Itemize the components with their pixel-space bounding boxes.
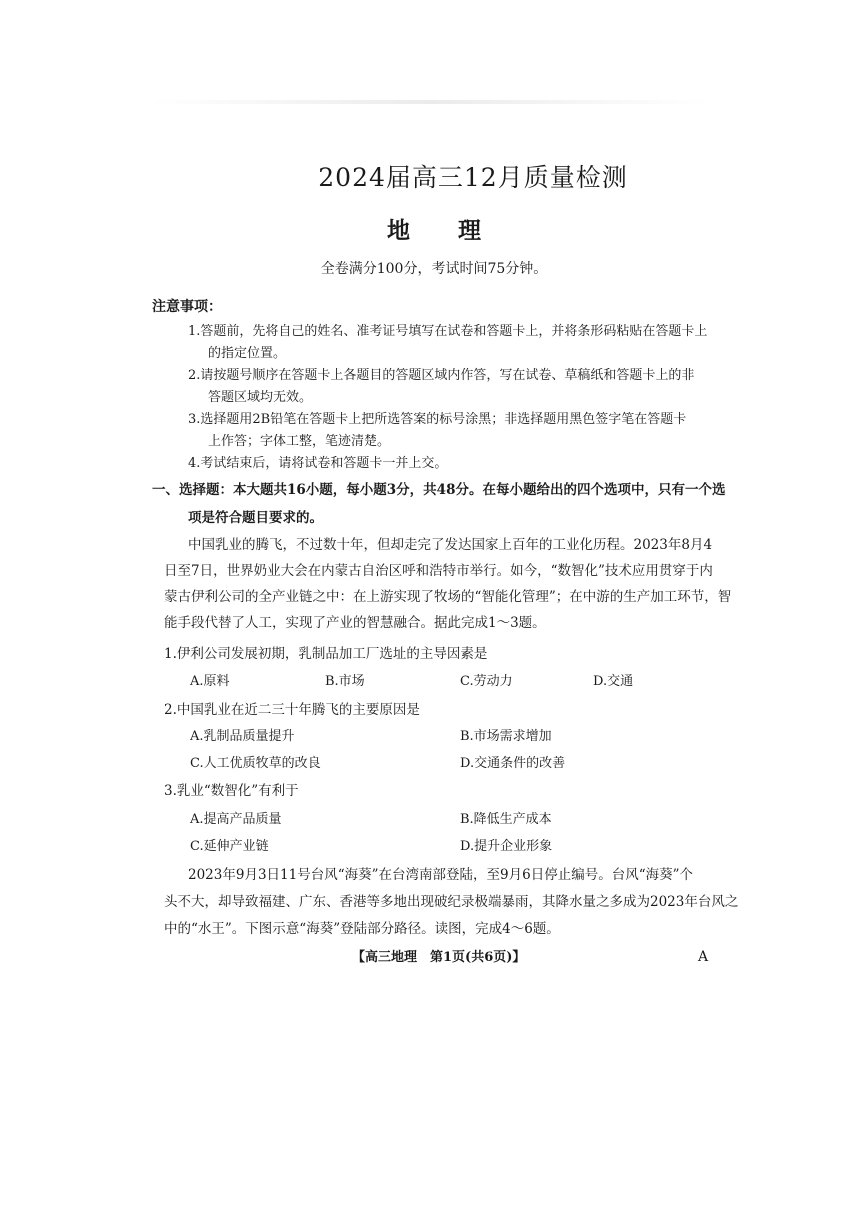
- option-b: B.市场需求增加: [460, 729, 552, 744]
- note-line: 上作答；字体工整，笔迹清楚。: [208, 434, 391, 449]
- passage-line: 能手段代替了人工，实现了产业的智慧融合。据此完成1～3题。: [164, 615, 546, 631]
- option-a: A.原料: [190, 674, 230, 689]
- question-stem: 1.伊利公司发展初期，乳制品加工厂选址的主导因素是: [164, 646, 488, 662]
- scan-smudge: [150, 100, 710, 104]
- note-line: 2.请按题号顺序在答题卡上各题目的答题区域内作答，写在试卷、草稿纸和答题卡上的非: [188, 368, 695, 383]
- note-line: 的指定位置。: [208, 346, 287, 361]
- section-one-line1: 一、选择题：本大题共16小题，每小题3分，共48分。在每小题给出的四个选项中，只有一个选: [152, 482, 726, 498]
- exam-title: 2024届高三12月质量检测: [318, 163, 628, 192]
- section-one-line2: 项是符合题目要求的。: [188, 510, 323, 526]
- subject-heading: 地理: [387, 217, 529, 244]
- question-stem: 3.乳业“数智化”有利于: [164, 783, 299, 799]
- option-a: A.乳制品质量提升: [190, 729, 295, 744]
- option-c: C.人工优质牧草的改良: [190, 756, 321, 771]
- option-c: C.延伸产业链: [190, 839, 269, 854]
- version-mark: A: [698, 949, 709, 965]
- notes-heading: 注意事项：: [152, 299, 222, 315]
- option-d: D.交通: [593, 674, 634, 689]
- passage-line: 中国乳业的腾飞，不过数十年，但却走完了发达国家上百年的工业化历程。2023年8月4: [188, 537, 713, 553]
- passage-line: 头不大，却导致福建、广东、香港等多地出现破纪录极端暴雨，其降水量之多成为2023年台风之: [164, 894, 739, 910]
- passage-line: 蒙古伊利公司的全产业链之中：在上游实现了牧场的“智能化管理”；在中游的生产加工环节，智: [164, 589, 732, 605]
- option-d: D.交通条件的改善: [460, 756, 566, 771]
- passage-line: 中的“水王”。下图示意“海葵”登陆部分路径。读图，完成4～6题。: [164, 921, 560, 937]
- passage-line: 日至7日，世界奶业大会在内蒙古自治区呼和浩特市举行。如今，“数智化”技术应用贯穿于内: [164, 563, 713, 579]
- note-line: 1.答题前，先将自己的姓名、准考证号填写在试卷和答题卡上，并将条形码粘贴在答题卡上: [188, 324, 708, 339]
- note-line: 答题区域均无效。: [208, 390, 313, 405]
- option-b: B.降低生产成本: [460, 812, 552, 827]
- option-c: C.劳动力: [460, 674, 513, 689]
- passage-line: 2023年9月3日11号台风“海葵”在台湾南部登陆，至9月6日停止编号。台风“海葵”个: [188, 867, 693, 883]
- question-stem: 2.中国乳业在近二三十年腾飞的主要原因是: [164, 702, 420, 718]
- full-mark-note: 全卷满分100分，考试时间75分钟。: [320, 261, 548, 277]
- option-a: A.提高产品质量: [190, 812, 282, 827]
- option-d: D.提升企业形象: [460, 839, 553, 854]
- note-line: 4.考试结束后，请将试卷和答题卡一并上交。: [188, 456, 448, 471]
- option-b: B.市场: [325, 674, 365, 689]
- page-footer: 【高三地理 第1页(共6页)】: [352, 950, 526, 965]
- note-line: 3.选择题用2B铅笔在答题卡上把所选答案的标号涂黑；非选择题用黑色签字笔在答题卡: [188, 412, 687, 427]
